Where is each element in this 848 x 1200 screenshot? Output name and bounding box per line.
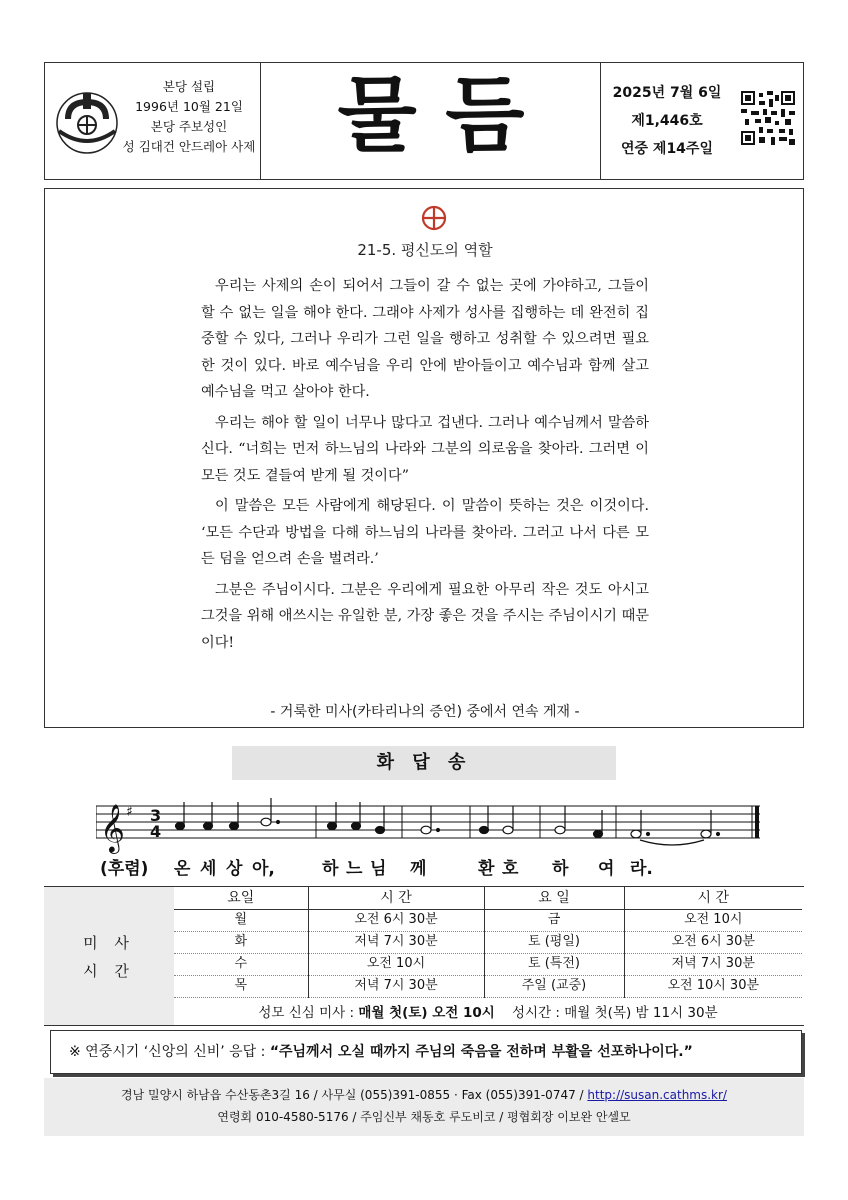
mass-label-line: 미 사 [83, 934, 135, 952]
sharp-icon: ♯ [126, 804, 133, 820]
lyric-syllable: 온 [174, 859, 191, 879]
founding-line: 본당 주보성인 [150, 119, 228, 134]
treble-clef-icon: 𝄞 [100, 803, 125, 852]
special-mass-info [174, 1001, 802, 1025]
lyric-syllable: 여 [598, 859, 615, 879]
table-cell: 저녁 7시 30분 [624, 953, 802, 975]
table-cell: 저녁 7시 30분 [308, 975, 484, 997]
issue-info [601, 63, 803, 179]
reflection-box [44, 188, 804, 728]
reflection-paragraph: 우리는 사제의 손이 되어서 그들이 갈 수 없는 곳에 가야하고, 그들이 할 수 없는 일을 해야 한다. 그래야 사제가 성사를 집행하는 데 완전히 집중할 수 있다, 그러나 우리가 그런 일을 행하고 성취할 수 있으려면 필요한 것이 있다. 바로 예수님을 우리 안에 받아들이고 예수님과 함께 살고 예수님을 먹고 살아야 한다. [201, 278, 649, 400]
holy-hour: 성시간 : 매월 첫(목) 밤 11시 30분 [512, 1005, 718, 1021]
column-header: 시 간 [624, 887, 802, 909]
table-cell: 오전 10시 [308, 953, 484, 975]
mass-times-label [44, 887, 174, 1025]
responsorial-lyrics [100, 854, 760, 880]
table-row [174, 975, 802, 997]
acclamation-prefix: ※ 연중시기 ‘신앙의 신비’ 응답 : [69, 1044, 270, 1060]
lyric-syllable: 하 [552, 859, 569, 879]
mass-label-line: 시 간 [83, 962, 135, 980]
lyric-syllable: 호 [502, 859, 519, 879]
lyric-syllable: 하 [322, 859, 339, 879]
lyric-syllable: 께 [410, 859, 427, 879]
table-cell: 오전 6시 30분 [624, 931, 802, 953]
qr-code-icon[interactable] [741, 91, 795, 145]
contacts-line: 연령회 010-4580-5176 / 주임신부 채동호 루도비코 / 평협회장 이보완 안셀모 [217, 1110, 631, 1124]
lyric-syllable: 상 [226, 859, 243, 879]
time-sig-bottom: 4 [150, 822, 162, 841]
table-cell: 수 [174, 953, 308, 975]
liturgical-week: 연중 제14주일 [621, 141, 713, 157]
time-sig-top: 3 [150, 806, 162, 825]
table-cell: 월 [174, 909, 308, 931]
reflection-title: 21-5. 평신도의 역할 [357, 241, 493, 259]
table-row [174, 953, 802, 975]
table-cell: 오전 10시 30분 [624, 975, 802, 997]
acclamation-box [50, 1030, 802, 1074]
reflection-body [201, 273, 649, 660]
acclamation-text: “주님께서 오실 때까지 주님의 죽음을 전하며 부활을 선포하나이다.” [269, 1044, 693, 1060]
lyric-syllable: 아, [252, 859, 275, 879]
table-header-row [174, 887, 802, 909]
parish-info [45, 63, 261, 179]
table-cell: 금 [484, 909, 624, 931]
lyric-syllable: 느 [346, 859, 363, 879]
mass-times-table [174, 887, 802, 998]
column-header: 시 간 [308, 887, 484, 909]
table-cell: 오전 10시 [624, 909, 802, 931]
bulletin-title-area [261, 63, 601, 179]
bulletin-header [44, 62, 804, 180]
reflection-paragraph: 이 말씀은 모든 사람에게 해당된다. 이 말씀이 뜻하는 것은 이것이다. ‘모든 수단과 방법을 다해 하느님의 나라를 찾아라. 그러고 나서 다른 모든 덤을 얻으려 손을 벌려라.’ [201, 498, 649, 567]
lyric-syllable: 님 [370, 859, 387, 879]
marian-mass-time: 매월 첫(토) 오전 10시 [358, 1005, 495, 1021]
issue-details [607, 79, 727, 163]
reflection-paragraph: 그분은 주님이시다. 그분은 우리에게 필요한 아무리 작은 것도 아시고 그것을 위해 애쓰시는 유일한 분, 가장 좋은 것을 주시는 주님이시기 때문이다! [201, 581, 649, 651]
reflection-paragraph: 우리는 해야 할 일이 너무나 많다고 겁낸다. 그러나 예수님께서 말씀하신다. “너희는 먼저 하느님의 나라와 그분의 의로움을 찾아라. 그러면 이 모든 것도 곁들여 받게 될 것이다” [201, 414, 649, 484]
marian-mass-label: 성모 신심 미사 : [258, 1005, 359, 1021]
music-staff [96, 796, 766, 858]
founding-line: 본당 설립 [162, 79, 216, 94]
table-cell: 저녁 7시 30분 [308, 931, 484, 953]
mass-times [44, 886, 804, 1026]
table-cell: 화 [174, 931, 308, 953]
lyric-syllable: 라. [630, 859, 653, 879]
bulletin-title [261, 63, 601, 179]
address-text: 경남 밀양시 하남읍 수산동촌3길 16 / 사무실 (055)391-0855 · Fax (055)391-0747 / [121, 1088, 588, 1102]
refrain-label: (후렴) [100, 859, 149, 879]
table-cell: 주일 (교중) [484, 975, 624, 997]
issue-number: 제1,446호 [631, 113, 703, 129]
table-cell: 토 (특전) [484, 953, 624, 975]
table-cell: 토 (평일) [484, 931, 624, 953]
founding-line: 성 김대건 안드레아 사제 [122, 139, 256, 154]
bulletin-title-text: 물 듬 [337, 67, 525, 163]
address-line [44, 1084, 804, 1106]
founding-info [117, 77, 261, 157]
lyric-syllable: 세 [200, 859, 217, 879]
parish-logo-icon [51, 85, 123, 157]
lyric-syllable: 환 [478, 859, 495, 879]
table-cell: 오전 6시 30분 [308, 909, 484, 931]
issue-date: 2025년 7월 6일 [612, 85, 722, 101]
reflection-source: - 거룩한 미사(카타리나의 증언) 중에서 연속 게재 - [270, 704, 580, 720]
footer [44, 1078, 804, 1136]
table-row [174, 909, 802, 931]
table-row [174, 931, 802, 953]
column-header: 요일 [174, 887, 308, 909]
founding-line: 1996년 10월 21일 [135, 99, 243, 114]
cross-icon [421, 205, 447, 231]
column-header: 요 일 [484, 887, 624, 909]
responsorial-heading: 화 답 송 [232, 746, 616, 780]
website-link[interactable]: http://susan.cathms.kr/ [587, 1088, 727, 1102]
table-cell: 목 [174, 975, 308, 997]
